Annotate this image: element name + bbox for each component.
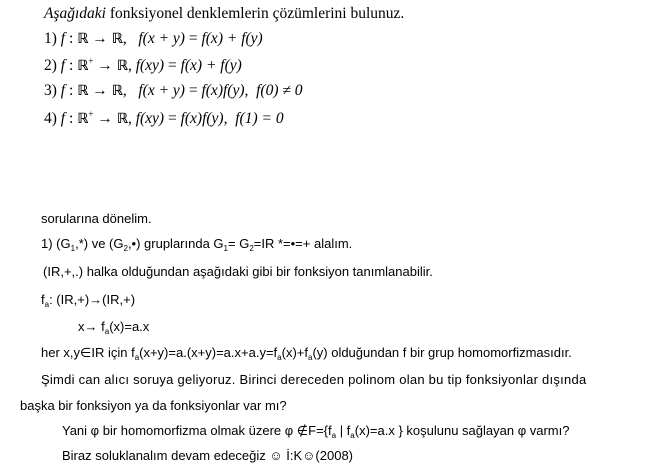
heading-rest: fonksiyonel denklemlerin çözümlerini bulunuz. <box>106 5 405 22</box>
heading-italic: Aşağıdaki <box>44 5 106 22</box>
question-line-2: başka bir fonksiyon ya da fonksiyonlar var mı? <box>20 398 287 413</box>
exercise-heading <box>44 6 404 22</box>
equation-3: 3) f : ℝ → ℝ, f(x + y) = f(x)f(y), f(0) ≠ 0 <box>44 82 303 99</box>
equation-4: 4) f : ℝ+ → ℝ, f(xy) = f(x)f(y), f(1) = 0 <box>44 109 284 127</box>
function-mapping: $x\to f_a(x)=a.x$ <box>78 319 150 336</box>
equation-1: 1) f : ℝ → ℝ, f(x + y) = f(x) + f(y) <box>44 30 263 47</box>
paragraph-ring: (IR,+,.) halka olduğundan aşağıdaki gibi bir fonksiyon tanımlanabilir. <box>43 264 433 279</box>
intro-line: sorularına dönelim. <box>41 211 152 226</box>
function-definition: $f_a$: (IR,+)→(IR,+) <box>41 292 136 309</box>
homomorphism-proof: her x,y∈IR için $f_a(x+y)=a.(x+y)=a.x+a.y=f_a(x)+f_a(y)$ olduğundan f bir grup homomorfizmasıdır. <box>41 345 572 362</box>
question-line-1: Şimdi can alıcı soruya geliyoruz. Birinci dereceden polinom olan bu tip fonksiyonlar dışında <box>41 372 587 387</box>
paragraph-groups: 1) $(G_1,*)$ ve $(G_2,•)$ gruplarında $G_1= G_2=IR$ *=•=+ alalım. <box>41 236 353 253</box>
closing-line: Biraz soluklanalım devam edeceğiz ☺ İ:K☺(2008) <box>62 448 354 463</box>
phi-question: Yani φ bir homomorfizma olmak üzere φ $\notin F=\{f_a$ | $f_a(x)=a.x$ } koşulunu sağlayan φ varmı? <box>62 423 570 440</box>
equation-2: 2) f : ℝ+ → ℝ, f(xy) = f(x) + f(y) <box>44 56 242 74</box>
